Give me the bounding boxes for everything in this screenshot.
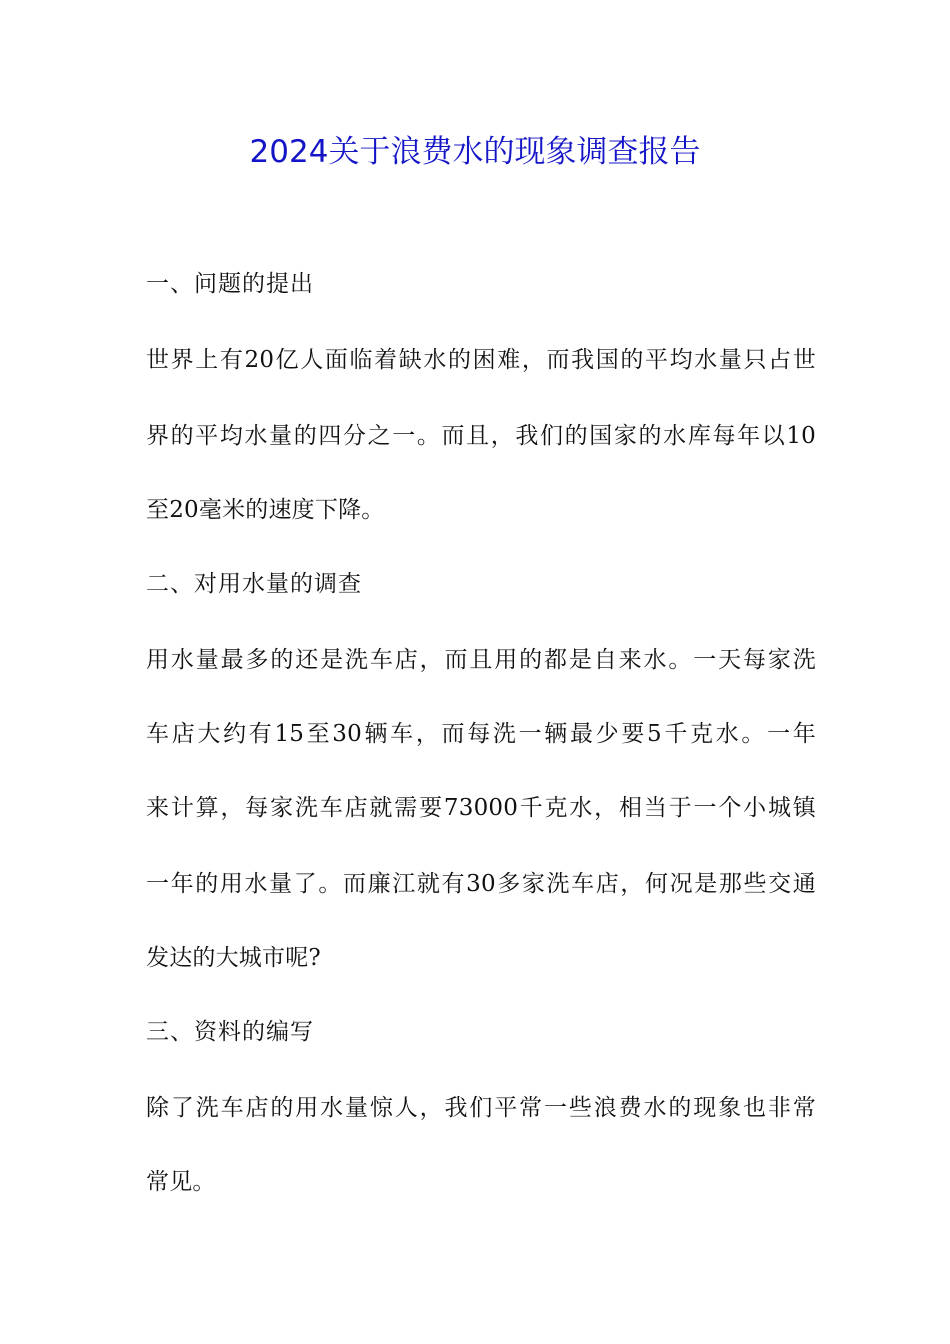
paragraph-line: 至20毫米的速度下降。 <box>146 497 385 523</box>
paragraph-line: 常见。 <box>146 1169 216 1195</box>
section-heading-1: 一、问题的提出 <box>146 271 314 297</box>
paragraph-line: 一年的用水量了。而廉江就有30多家洗车店，何况是那些交通 <box>146 871 816 897</box>
paragraph-line: 世界上有20亿人面临着缺水的困难，而我国的平均水量只占世 <box>146 347 816 373</box>
paragraph-line: 来计算，每家洗车店就需要73000千克水，相当于一个小城镇 <box>146 795 816 821</box>
section-heading-3: 三、资料的编写 <box>146 1019 314 1045</box>
document-title: 2024关于浪费水的现象调查报告 <box>249 134 701 170</box>
paragraph-line: 界的平均水量的四分之一。而且，我们的国家的水库每年以10 <box>146 423 816 449</box>
section-heading-2: 二、对用水量的调查 <box>146 571 362 597</box>
paragraph-line: 发达的大城市呢? <box>146 945 321 971</box>
paragraph-line: 除了洗车店的用水量惊人，我们平常一些浪费水的现象也非常 <box>146 1095 816 1121</box>
paragraph-line: 用水量最多的还是洗车店，而且用的都是自来水。一天每家洗 <box>146 647 816 673</box>
paragraph-line: 车店大约有15至30辆车，而每洗一辆最少要5千克水。一年 <box>146 721 816 747</box>
